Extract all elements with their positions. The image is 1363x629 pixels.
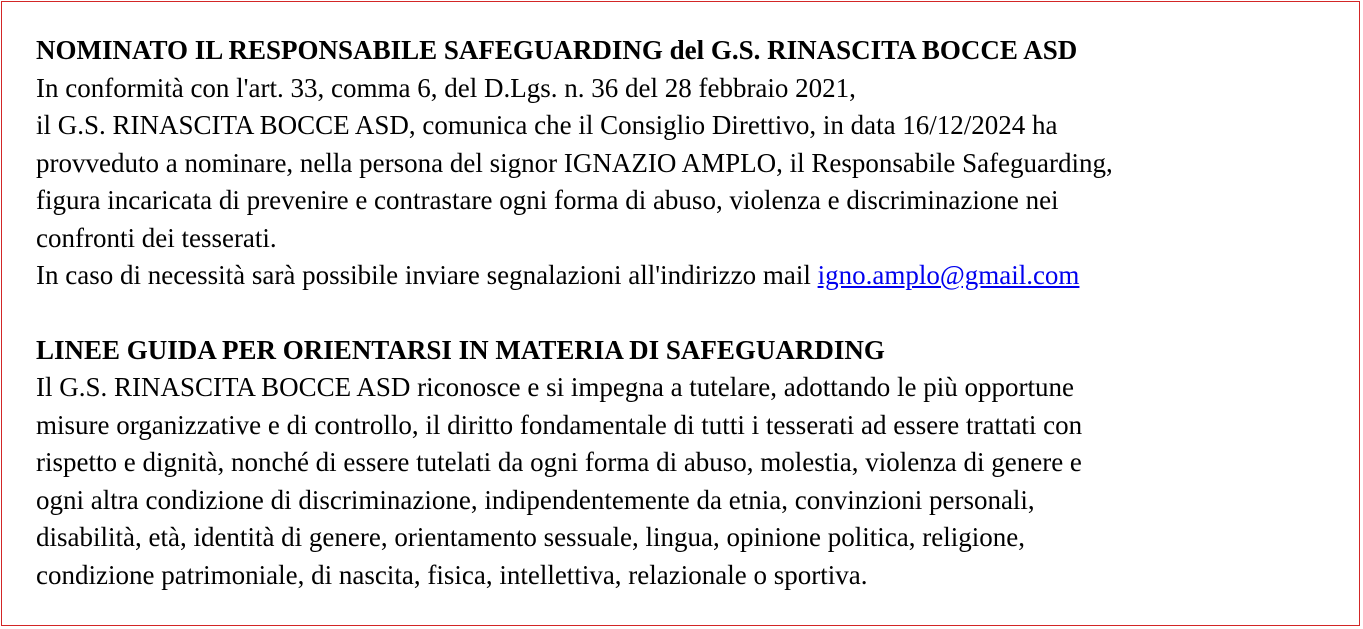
section2-line: disabilità, età, identità di genere, orientamento sessuale, lingua, opinione politica, religione, bbox=[36, 522, 1025, 552]
section2-line: rispetto e dignità, nonché di essere tutelati da ogni forma di abuso, molestia, violenza di genere e bbox=[36, 447, 1082, 477]
contact-prefix: In caso di necessità sarà possibile inviare segnalazioni all'indirizzo mail bbox=[36, 260, 818, 290]
section2-line: condizione patrimoniale, di nascita, fisica, intellettiva, relazionale o sportiva. bbox=[36, 559, 868, 590]
contact-line bbox=[36, 257, 1356, 295]
section1-heading: NOMINATO IL RESPONSABILE SAFEGUARDING del G.S. RINASCITA BOCCE ASD bbox=[36, 35, 1078, 65]
document-frame bbox=[1, 1, 1360, 626]
section2-line: misure organizzative e di controllo, il diritto fondamentale di tutti i tesserati ad essere trattati con bbox=[36, 409, 1083, 440]
section1-line: confronti dei tesserati. bbox=[36, 222, 277, 253]
section2-line: ogni altra condizione di discriminazione, indipendentemente da etnia, convinzioni personali, bbox=[36, 484, 1035, 515]
section1-line: provveduto a nominare, nella persona del signor IGNAZIO AMPLO, il Responsabile Safeguarding, bbox=[36, 147, 1113, 178]
section1-line: figura incaricata di prevenire e contrastare ogni forma di abuso, violenza e discriminazione nei bbox=[36, 185, 1059, 215]
section2-heading: LINEE GUIDA PER ORIENTARSI IN MATERIA DI SAFEGUARDING bbox=[36, 334, 885, 365]
section1-line: In conformità con l'art. 33, comma 6, del D.Lgs. n. 36 del 28 febbraio 2021, bbox=[36, 72, 856, 103]
section2-line: Il G.S. RINASCITA BOCCE ASD riconosce e si impegna a tutelare, adottando le più opportune bbox=[36, 372, 1074, 402]
contact-email-link[interactable]: igno.amplo@gmail.com bbox=[817, 260, 1080, 290]
document-content bbox=[36, 32, 1356, 594]
section-spacer bbox=[36, 295, 1356, 332]
section1-line: il G.S. RINASCITA BOCCE ASD, comunica che il Consiglio Direttivo, in data 16/12/2024 ha bbox=[36, 110, 1058, 140]
